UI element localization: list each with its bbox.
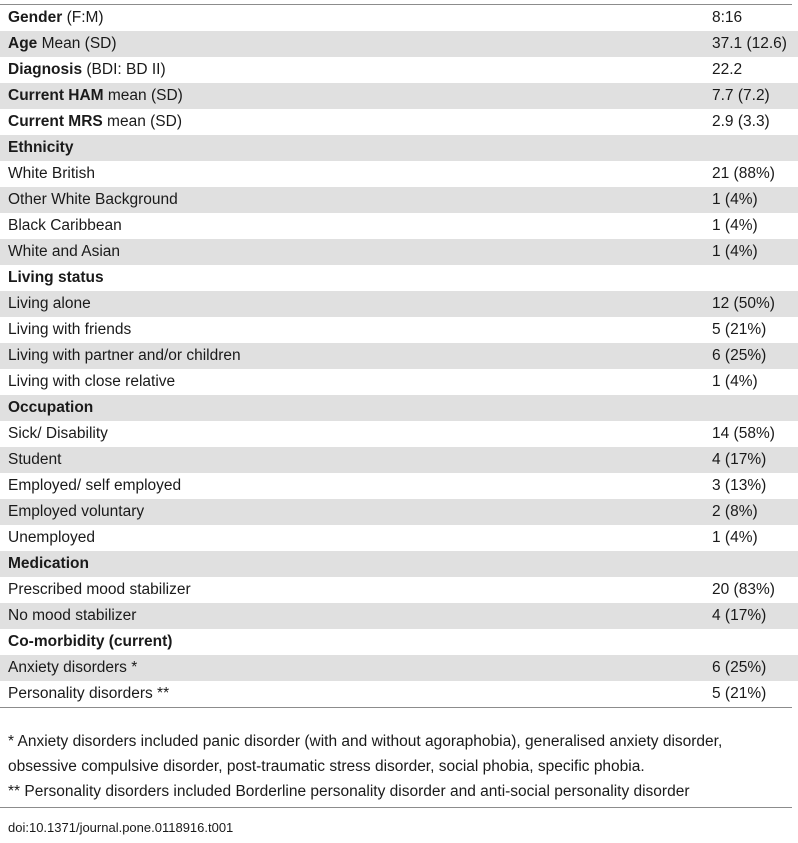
- row-value: [704, 135, 798, 161]
- row-value: 6 (25%): [704, 343, 798, 369]
- row-label: [0, 395, 704, 421]
- table-row: [0, 655, 798, 681]
- row-value: [704, 265, 798, 291]
- table-row: [0, 291, 798, 317]
- row-value: 4 (17%): [704, 603, 798, 629]
- row-value: [704, 629, 798, 655]
- row-label-text: (BDI: BD II): [82, 61, 166, 78]
- row-label-bold: Ethnicity: [8, 139, 74, 156]
- doi-divider: [0, 807, 792, 808]
- row-label-bold: Current MRS: [8, 113, 103, 130]
- row-value: 12 (50%): [704, 291, 798, 317]
- table-row: [0, 395, 798, 421]
- row-label-text: Personality disorders **: [8, 685, 170, 702]
- row-label-text: Employed/ self employed: [8, 477, 182, 494]
- row-label-bold: Age: [8, 35, 38, 52]
- row-label-bold: Diagnosis: [8, 61, 83, 78]
- row-label-bold: Occupation: [8, 399, 94, 416]
- table-row: [0, 161, 798, 187]
- row-label-text: No mood stabilizer: [8, 607, 137, 624]
- row-value: 1 (4%): [712, 529, 758, 546]
- row-label: [0, 525, 704, 551]
- row-value: 5 (21%): [712, 685, 767, 702]
- row-label-text: Mean (SD): [37, 35, 117, 52]
- table-row: [0, 551, 798, 577]
- row-value: 2 (8%): [704, 499, 798, 525]
- table-row: [0, 265, 798, 291]
- table-row: [0, 603, 798, 629]
- row-label: [0, 317, 704, 343]
- row-value: 4 (17%): [704, 447, 798, 473]
- row-label: [0, 239, 704, 265]
- row-value: 1 (4%): [712, 373, 758, 390]
- row-label-text: mean (SD): [103, 87, 183, 104]
- row-value: 3 (13%): [712, 477, 767, 494]
- row-label: [0, 31, 704, 57]
- table-row: [0, 629, 798, 655]
- row-label: [0, 343, 704, 369]
- table-row: [0, 473, 798, 499]
- table-row: [0, 577, 798, 603]
- table-body: [0, 5, 798, 707]
- row-label-bold: Gender: [8, 9, 63, 26]
- row-label-text: (F:M): [62, 9, 104, 26]
- table-row: [0, 239, 798, 265]
- row-value: 1 (4%): [704, 239, 798, 265]
- row-value: 1 (4%): [704, 187, 798, 213]
- footnote-personality: ** Personality disorders included Borderline personality disorder and anti-social personality disorder: [8, 783, 690, 800]
- row-label: [0, 655, 704, 681]
- row-label: [0, 551, 704, 577]
- footnote-anxiety-line-1: * Anxiety disorders included panic disorder (with and without agoraphobia), generalised anxiety disorder,: [8, 733, 723, 750]
- row-value: 22.2: [712, 61, 743, 78]
- table-row: [0, 109, 798, 135]
- table-row: [0, 213, 798, 239]
- row-label: [0, 421, 704, 447]
- row-value: [704, 395, 798, 421]
- row-label-bold: Co-morbidity (current): [8, 633, 173, 650]
- table-grid: [0, 5, 798, 707]
- row-label: [0, 577, 704, 603]
- row-value: 2.9 (3.3): [712, 113, 770, 130]
- table-row: [0, 135, 798, 161]
- row-label-text: Other White Background: [8, 191, 178, 208]
- row-label-text: Prescribed mood stabilizer: [8, 581, 191, 598]
- table-row: [0, 369, 798, 395]
- table-row: [0, 187, 798, 213]
- row-label-text: Employed voluntary: [8, 503, 145, 520]
- doi-text: doi:10.1371/journal.pone.0118916.t001: [8, 820, 234, 835]
- table-row: [0, 447, 798, 473]
- row-label: [0, 187, 704, 213]
- row-label-text: Student: [8, 451, 62, 468]
- row-label-text: Sick/ Disability: [8, 425, 108, 442]
- row-label-bold: Current HAM: [8, 87, 104, 104]
- row-label-text: Living with friends: [8, 321, 132, 338]
- row-label-text: Living with close relative: [8, 373, 176, 390]
- row-value: 37.1 (12.6): [704, 31, 798, 57]
- row-label-text: Living with partner and/or children: [8, 347, 241, 364]
- row-value: 5 (21%): [712, 321, 767, 338]
- row-label-bold: Living status: [8, 269, 104, 286]
- row-label: [0, 161, 704, 187]
- table-row: [0, 57, 798, 83]
- table-row: [0, 31, 798, 57]
- row-label: [0, 369, 704, 395]
- row-value: 7.7 (7.2): [704, 83, 798, 109]
- row-label: [0, 5, 704, 31]
- row-label: [0, 473, 704, 499]
- row-value: 8:16: [712, 9, 743, 26]
- table-row: [0, 499, 798, 525]
- table-row: [0, 681, 798, 707]
- table-row: [0, 5, 798, 31]
- row-label: [0, 265, 704, 291]
- demographics-table: [0, 4, 792, 708]
- row-value: [704, 551, 798, 577]
- row-label: [0, 213, 704, 239]
- table-row: [0, 83, 798, 109]
- row-label-bold: Medication: [8, 555, 89, 572]
- table-row: [0, 525, 798, 551]
- row-label: [0, 57, 704, 83]
- table-row: [0, 343, 798, 369]
- row-label: [0, 499, 704, 525]
- row-label: [0, 681, 704, 707]
- table-row: [0, 421, 798, 447]
- table-row: [0, 317, 798, 343]
- row-label: [0, 447, 704, 473]
- row-label: [0, 629, 704, 655]
- row-label-text: Anxiety disorders *: [8, 659, 138, 676]
- row-value: 20 (83%): [712, 581, 775, 598]
- row-label: [0, 83, 704, 109]
- row-value: 14 (58%): [712, 425, 775, 442]
- footnote-anxiety-line-2: obsessive compulsive disorder, post-traumatic stress disorder, social phobia, specific phobia.: [8, 758, 645, 775]
- row-label-text: White British: [8, 165, 95, 182]
- row-label-text: Unemployed: [8, 529, 96, 546]
- row-label: [0, 603, 704, 629]
- table-footnotes: [8, 729, 792, 804]
- row-value: 6 (25%): [704, 655, 798, 681]
- row-value: 1 (4%): [712, 217, 758, 234]
- row-label: [0, 109, 704, 135]
- row-label-text: White and Asian: [8, 243, 121, 260]
- row-label: [0, 291, 704, 317]
- row-label-text: mean (SD): [102, 113, 182, 130]
- row-value: 21 (88%): [712, 165, 775, 182]
- row-label-text: Black Caribbean: [8, 217, 122, 234]
- row-label: [0, 135, 704, 161]
- row-label-text: Living alone: [8, 295, 91, 312]
